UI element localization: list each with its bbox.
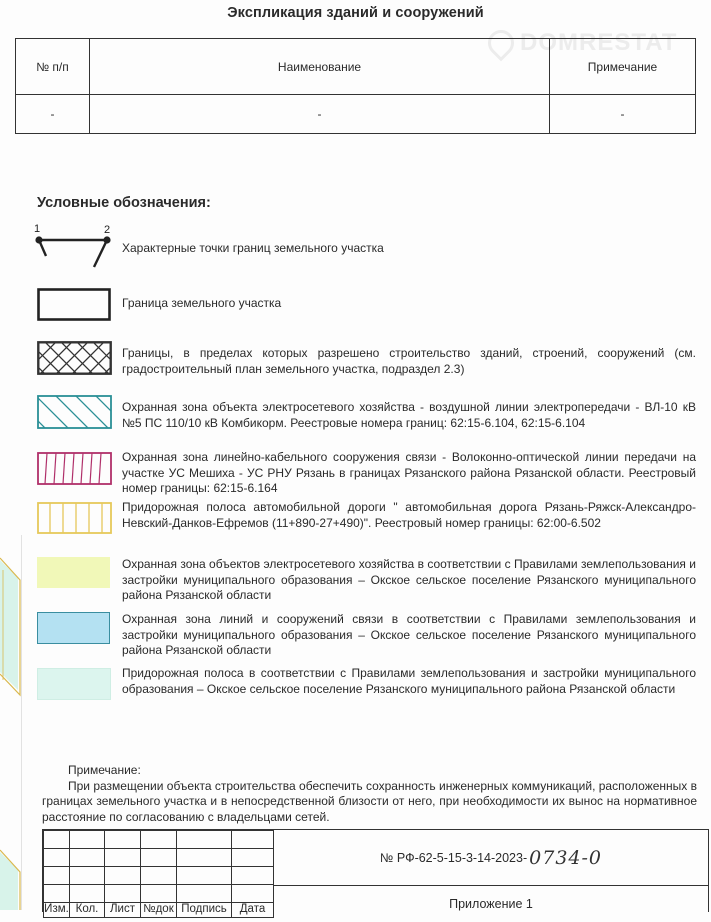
sheet-edge-line xyxy=(21,535,22,910)
diagonal-hatch-icon xyxy=(37,395,112,429)
crosshatch-icon xyxy=(37,341,112,375)
legend-text: Придорожная полоса в соответствии с Правилами землепользования и застройки муниципального образования – Окское сельское поселение Рязанского муниципального района Рязанской области xyxy=(122,666,696,696)
column-header-number: № п/п xyxy=(16,39,90,95)
vertical-lines-icon xyxy=(37,502,112,534)
legend-text: Охранная зона линейно-кабельного сооружения связи - Волоконно-оптической линии передачи на участке УС Мешиха - УС РНУ Рязань в границах Рязанского района Рязанской области. Реестровый номер границы: 62:15-6.164 xyxy=(122,450,696,495)
column-label-count: Кол. xyxy=(70,903,105,918)
revision-row xyxy=(44,867,274,885)
legend-title: Условные обозначения: xyxy=(37,195,211,211)
note-label: Примечание: xyxy=(68,763,141,777)
legend-text: Границы, в пределах которых разрешено строительство зданий, строений, сооружений (см. градостроительный план земельного участка, подраздел 2.3) xyxy=(122,346,696,376)
note-text: При размещении объекта строительства обеспечить сохранность инженерных коммуникаций, расположенных в границах земельного участка и в непосредственной близости от него, при необходимости их вынос на нормативное расстояние по согласованию с владельцами сетей. xyxy=(42,779,697,824)
sheet-label: Приложение 1 xyxy=(449,897,533,911)
title-block xyxy=(42,829,709,915)
column-label-change: Изм. xyxy=(44,903,70,918)
legend-text: Придорожная полоса автомобильной дороги " автомобильная дорога Рязань-Ряжск-Александро-Невский-Данков-Ефремов (11+890-27+490)". Реестровый номер границы: 62:00-6.502 xyxy=(122,500,696,530)
boundary-points-icon xyxy=(30,222,120,272)
point-label-2: 2 xyxy=(104,224,111,236)
revision-table xyxy=(43,830,274,918)
legend-text: Характерные точки границ земельного участка xyxy=(122,241,384,255)
document-number xyxy=(274,830,708,886)
column-header-name: Наименование xyxy=(90,39,550,95)
page-title: Экспликация зданий и сооружений xyxy=(227,5,484,21)
revision-row xyxy=(44,885,274,903)
title-block-info xyxy=(274,830,709,912)
legend-text: Охранная зона объектов электросетевого хозяйства в соответствии с Правилами землепользования и застройки муниципального образования – Окское сельское поселение Рязанского муниципального района Рязанской области xyxy=(122,557,696,602)
column-label-date: Дата xyxy=(232,903,274,918)
table-cell-note: - xyxy=(550,95,696,134)
revision-row xyxy=(44,849,274,867)
table-cell-name: - xyxy=(90,95,550,134)
mint-fill-icon xyxy=(37,668,111,700)
column-label-doc-number: №док xyxy=(141,903,177,918)
revision-header-row xyxy=(44,903,274,918)
table-cell-number: - xyxy=(16,95,90,134)
light-yellow-fill-icon xyxy=(37,557,110,588)
revision-row xyxy=(44,831,274,849)
explication-table xyxy=(15,38,696,134)
document-number-printed: № РФ-62-5-15-3-14-2023- xyxy=(379,850,528,865)
column-label-sheet: Лист xyxy=(105,903,141,918)
column-header-note: Примечание xyxy=(550,39,696,95)
plot-boundary-icon xyxy=(37,288,112,322)
table-header-row xyxy=(16,39,696,95)
document-number-handwritten: 0734-0 xyxy=(529,846,603,869)
light-blue-fill-icon xyxy=(37,612,110,644)
column-label-signature: Подпись xyxy=(177,903,232,918)
legend-text: Граница земельного участка xyxy=(122,296,282,310)
legend-text: Охранная зона линий и сооружений связи в соответствии с Правилами землепользования и застройки муниципального образования – Окское сельское поселение Рязанского муниципального района Рязанской области xyxy=(122,612,696,657)
watermark-text: DOMRESTAT xyxy=(520,29,678,56)
slanted-lines-icon xyxy=(37,452,112,485)
point-label-1: 1 xyxy=(34,223,41,235)
table-row xyxy=(16,95,696,134)
legend-text: Охранная зона объекта электросетевого хозяйства - воздушной линии электропередачи - ВЛ-10 кВ №5 ПС 110/10 кВ Комбикорм. Реестровые номера границ: 62:15-6.104, 62:15-6.104 xyxy=(122,400,696,430)
